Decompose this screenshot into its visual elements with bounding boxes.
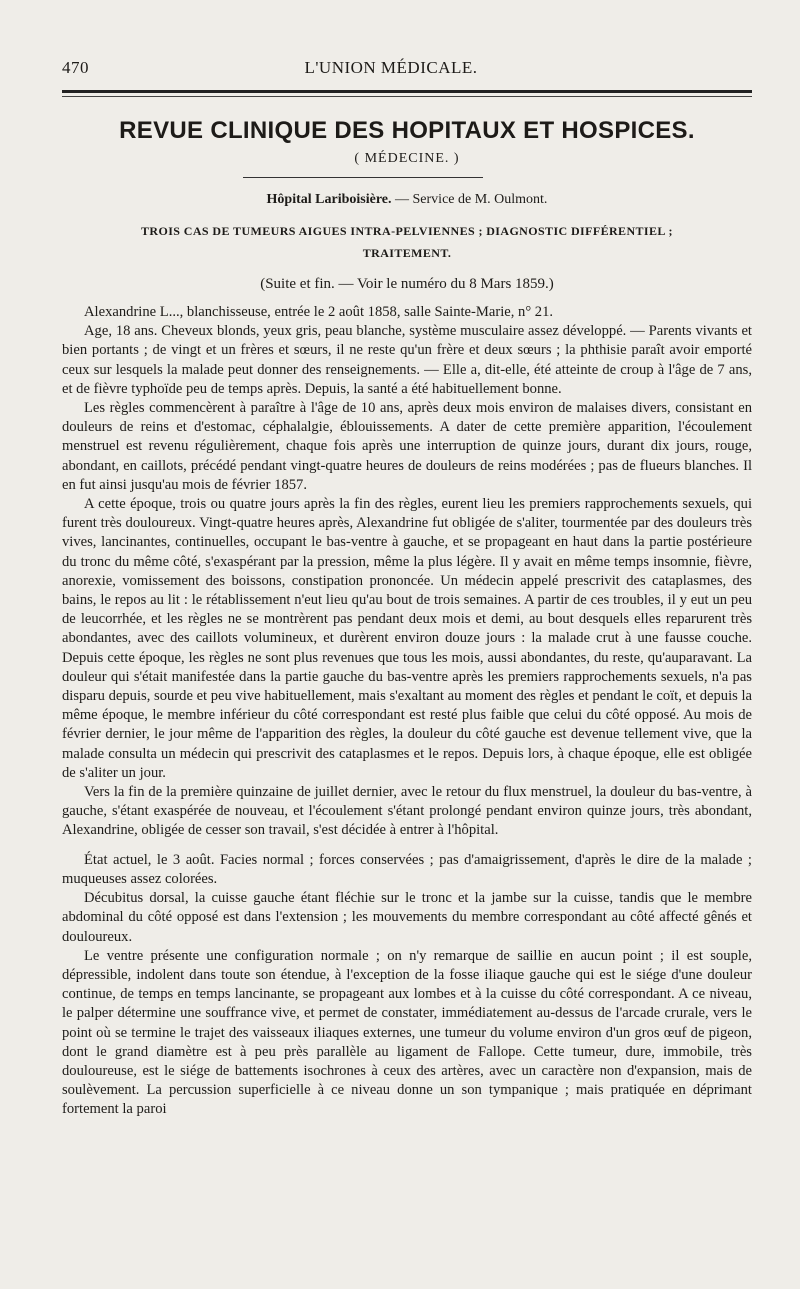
case-title-line-2: TRAITEMENT. <box>362 246 452 260</box>
hospital-name: Hôpital Lariboisière. <box>266 192 392 207</box>
paragraph-8: Le ventre présente une configuration normale ; on n'y remarque de saillie en aucun point ; il est souple, dépressible, indolent dans toute son étendue, à l'exception de la fosse iliaque gauche qui est le siége d'une douleur continue, de temps en temps lancinante, se propageant aux lombes et à la cuisse du côté correspondant. A ce niveau, le palper détermine une souffrance vive, et permet de constater, immédiatement au-dessus de l'arcade crurale, vers le point où se termine le trajet des vaisseaux iliaques externes, une tumeur du volume environ d'un gros œuf de pigeon, dont le grand diamètre est à peu près parallèle au ligament de Fallope. Cette tumeur, dure, immobile, très douloureuse, est le siége de battements isochrones à ceux des artères, avec un caractère non d'expansion, mais de soulèvement. La percussion superficielle à ce niveau donne un son tympanique ; mais pratiquée en déprimant fortement la paroi <box>62 947 752 1118</box>
paragraph-3: Les règles commencèrent à paraître à l'âge de 10 ans, après deux mois environ de malaises divers, consistant en douleurs de reins et d'estomac, céphalalgie, éblouissements. A dater de cette première apparition, l'écoulement menstruel est revenu régulièrement, chaque fois après une interruption de quinze jours, durant dix jours, rouge, abondant, en caillots, précédé pendant vingt-quatre heures de douleurs de reins modérées ; pas de flueurs blanches. Il en fut ainsi jusqu'au mois de février 1857. <box>62 400 752 493</box>
case-title-line-1: TROIS CAS DE TUMEURS AIGUES INTRA-PELVIENNES ; DIAGNOSTIC DIFFÉRENTIEL ; <box>141 224 673 238</box>
paragraph-1: Alexandrine L..., blanchisseuse, entrée le 2 août 1858, salle Sainte-Marie, n° 21. <box>84 304 554 320</box>
journal-title: L'UNION MÉDICALE. <box>304 58 478 77</box>
article-body <box>62 303 752 1120</box>
paragraph-6: État actuel, le 3 août. Facies normal ; forces conservées ; pas d'amaigrissement, d'après le dire de la malade ; muqueuses assez colorées. <box>62 851 752 887</box>
paragraph-5: Vers la fin de la première quinzaine de juillet dernier, avec le retour du flux menstruel, la douleur du bas-ventre, à gauche, s'étant exaspérée de nouveau, et l'écoulement s'étant prolongé pendant environ quinze jours, très abondant, Alexandrine, obligée de cesser son travail, s'est décidée à entrer à l'hôpital. <box>62 784 752 839</box>
paragraph-4: A cette époque, trois ou quatre jours après la fin des règles, eurent lieu les premiers rapprochements sexuels, qui furent très douloureux. Vingt-quatre heures après, Alexandrine fut obligée de s'aliter, tourmentée par des douleurs très vives, lancinantes, continuelles, occupant le bas-ventre à gauche, et se propageant en haut dans la partie postérieure du tronc du même côté, s'exaspérant par la pression, même la plus légère. Il y avait en même temps insomnie, fièvre, anorexie, vomissement des boissons, constipation prononcée. Un médecin appelé prescrivit des cataplasmes, des bains, le repos au lit : le rétablissement n'eut lieu qu'au bout de trois semaines. A partir de ces troubles, il y eut un peu de leucorrhée, et les règles ne se montrèrent pas pendant deux mois et demi, au bout desquels elles reparurent très abondantes, avec des caillots volumineux, et durèrent environ douze jours : la malade crut à une fausse couche. Depuis cette époque, les règles ne sont plus revenues que tous les mois, aussi abondantes, du reste, qu'auparavant. La douleur qui s'était manifestée dans la partie gauche du bas-ventre après les premiers rapprochements sexuels, n'a pas disparu depuis, sourde et peu vive habituellement, mais s'exaltant au moment des règles et pendant le coït, et depuis la même époque, le membre inférieur du côté correspondant est resté plus faible que celui du côté opposé. Au mois de février dernier, le jour même de l'apparition des règles, la douleur du côté gauche est devenue tellement vive, que la malade consulta un médecin qui prescrivit des cataplasmes et le repos. Depuis lors, à chaque époque, elle est obligée de s'aliter un jour. <box>62 496 752 781</box>
service-name: — Service de M. Oulmont. <box>395 192 548 207</box>
article-main-title: REVUE CLINIQUE DES HOPITAUX ET HOSPICES. <box>119 117 695 144</box>
paragraph-7: Décubitus dorsal, la cuisse gauche étant fléchie sur le tronc et la jambe sur la cuisse, tandis que le membre abdominal du côté opposé est dans l'extension ; les mouvements du membre correspondant au côté affecté gênés et douloureux. <box>62 890 752 945</box>
paragraph-2: Age, 18 ans. Cheveux blonds, yeux gris, peau blanche, système musculaire assez développé. — Parents vivants et bien portants ; de vingt et un frères et sœurs, il ne reste qu'un frère et deux sœurs ; la phthisie paraît avoir emporté ceux sur lesquels la malade peut donner des renseignements. — Elle a, dit-elle, été atteinte de croup à l'âge de 7 ans, et de fièvre typhoïde peu de temps après. Depuis, la santé a été habituellement bonne. <box>62 323 752 397</box>
header-rule-thick <box>62 90 752 93</box>
hospital-line <box>62 192 752 208</box>
header-rule-thin <box>62 96 752 97</box>
section-rule <box>243 177 483 178</box>
section-text: ( MÉDECINE. ) <box>354 151 460 166</box>
continuation-note: (Suite et fin. — Voir le numéro du 8 Mars 1859.) <box>260 276 554 292</box>
running-head <box>62 58 754 78</box>
section-label <box>62 151 752 167</box>
page-number: 470 <box>62 58 89 77</box>
case-title <box>62 220 752 264</box>
